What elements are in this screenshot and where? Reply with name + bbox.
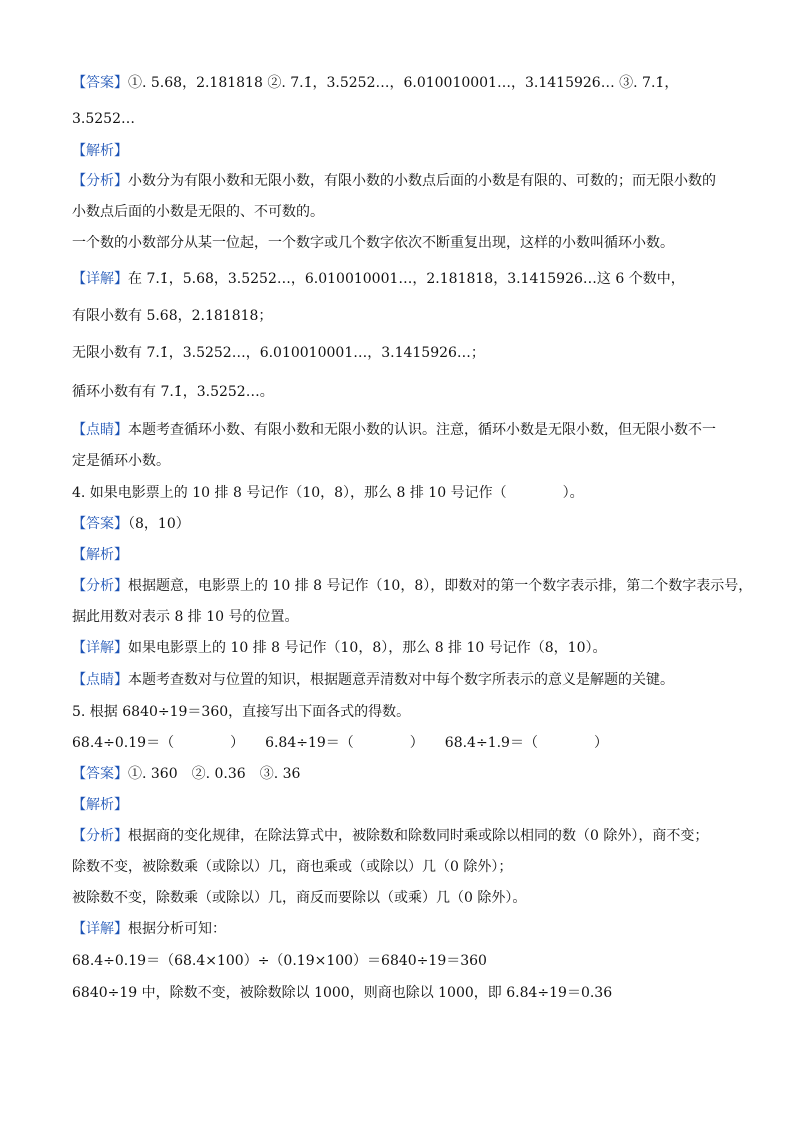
- answer-line-q5: [72, 767, 300, 781]
- detail-text: 根据分析可知：: [128, 921, 226, 937]
- key-point-line-continued: 定是循环小数。: [72, 453, 170, 469]
- analysis-tag: 【解析】: [72, 797, 128, 813]
- answer-tag: 【答案】: [72, 516, 128, 532]
- calculation-line-1: 68.4÷0.19＝（68.4×100）÷（0.19×100）＝6840÷19＝360: [72, 953, 487, 969]
- analysis-line: [72, 174, 716, 188]
- finite-decimals-line: 有限小数有 5.68，2.181818；: [72, 308, 273, 324]
- answer-line-q3: [72, 76, 678, 90]
- analysis-text: 小数分为有限小数和无限小数，有限小数的小数点后面的小数是有限的、可数的；而无限小数的: [128, 173, 716, 189]
- analysis-subtag: 【分析】: [72, 828, 128, 844]
- key-point-text: 本题考查循环小数、有限小数和无限小数的认识。注意，循环小数是无限小数，但无限小数不一: [128, 422, 716, 438]
- calculation-line-2: 6840÷19 中，除数不变，被除数除以 1000，则商也除以 1000，即 6.84÷19＝0.36: [72, 985, 613, 1001]
- question-5-expressions: 68.4÷0.19＝（ ） 6.84÷19＝（ ） 68.4÷1.9＝（ ）: [72, 735, 608, 751]
- analysis-line: [72, 829, 708, 843]
- analysis-line-continued: 小数点后面的小数是无限的、不可数的。: [72, 204, 324, 220]
- detail-tag: 【详解】: [72, 640, 128, 656]
- key-point-text: 本题考查数对与位置的知识，根据题意弄清数对中每个数字所表示的意义是解题的关键。: [128, 672, 674, 688]
- analysis-subtag: 【分析】: [72, 578, 128, 594]
- key-point-tag: 【点睛】: [72, 422, 128, 438]
- key-point-line: [72, 423, 716, 437]
- repeating-decimals-line: 循环小数有有 7.1̇，3.5252…。: [72, 384, 274, 400]
- analysis-subtag: 【分析】: [72, 173, 128, 189]
- detail-line: [72, 272, 685, 286]
- analysis-text: 根据商的变化规律，在除法算式中，被除数和除数同时乘或除以相同的数（0 除外），商不变；: [128, 828, 709, 844]
- question-4: 4. 如果电影票上的 10 排 8 号记作（10，8），那么 8 排 10 号记作（ ）。: [72, 485, 584, 501]
- answer-text: ①. 5.68，2.181818 ②. 7.1̇，3.5252…，6.010010001…，3.1415926… ③. 7.1̇，: [128, 75, 679, 91]
- rule-line-1: 除数不变，被除数乘（或除以）几，商也乘或（或除以）几（0 除外）；: [72, 859, 513, 875]
- key-point-tag: 【点睛】: [72, 672, 128, 688]
- analysis-tag: 【解析】: [72, 143, 128, 159]
- detail-text: 如果电影票上的 10 排 8 号记作（10，8），那么 8 排 10 号记作（8，10）。: [128, 640, 607, 656]
- answer-tag: 【答案】: [72, 766, 128, 782]
- answer-line-q4: [72, 517, 190, 531]
- analysis-line: [72, 579, 752, 593]
- analysis-text: 根据题意，电影票上的 10 排 8 号记作（10，8），即数对的第一个数字表示排，第二个数字表示号，: [128, 578, 753, 594]
- infinite-decimals-line: 无限小数有 7.1̇，3.5252…，6.010010001…，3.1415926…；: [72, 345, 485, 361]
- answer-text: ①. 360 ②. 0.36 ③. 36: [128, 766, 301, 782]
- detail-tag: 【详解】: [72, 921, 128, 937]
- analysis-tag: 【解析】: [72, 547, 128, 563]
- detail-tag: 【详解】: [72, 271, 128, 287]
- definition-line: 一个数的小数部分从某一位起，一个数字或几个数字依次不断重复出现，这样的小数叫循环小数。: [72, 235, 674, 251]
- detail-line: [72, 641, 607, 655]
- answer-line-continued: 3.5252…: [72, 111, 135, 127]
- analysis-line-continued: 据此用数对表示 8 排 10 号的位置。: [72, 609, 299, 625]
- answer-tag: 【答案】: [72, 75, 128, 91]
- detail-line: [72, 922, 226, 936]
- answer-text: （8，10）: [128, 516, 190, 532]
- key-point-line: [72, 673, 674, 687]
- rule-line-2: 被除数不变，除数乘（或除以）几，商反而要除以（或乘）几（0 除外）。: [72, 890, 527, 906]
- detail-text: 在 7.1̇，5.68，3.5252…，6.010010001…，2.181818，3.1415926…这 6 个数中，: [128, 271, 685, 287]
- question-5: 5. 根据 6840÷19＝360，直接写出下面各式的得数。: [72, 704, 411, 720]
